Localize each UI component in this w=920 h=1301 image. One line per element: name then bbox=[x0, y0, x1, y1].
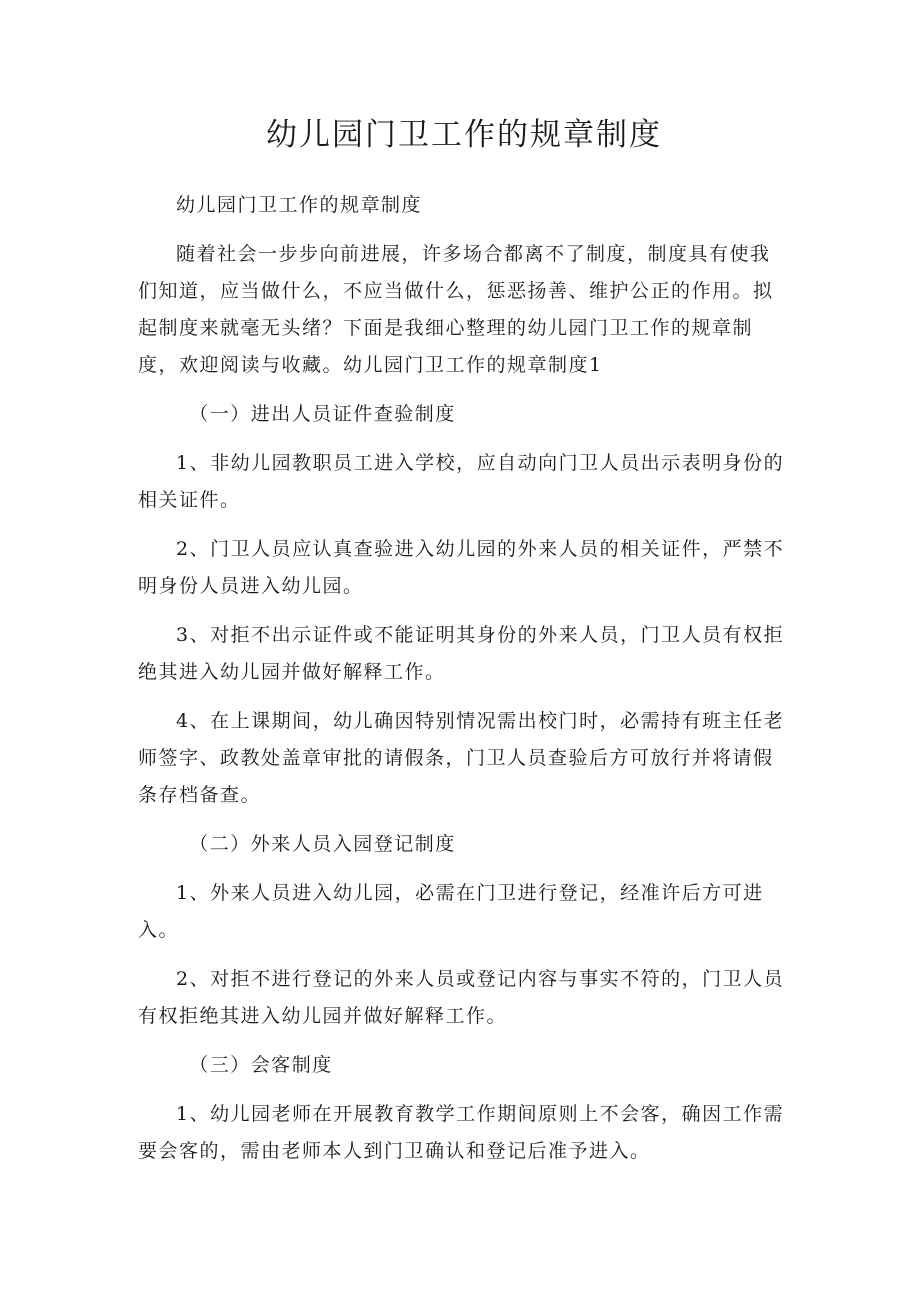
section-heading: （三）会客制度 bbox=[189, 1054, 333, 1076]
document-title: 幼儿园门卫工作的规章制度 bbox=[266, 117, 662, 153]
paragraph: 2、对拒不进行登记的外来人员或登记内容与事实不符的，门卫人员有权拒绝其进入幼儿园并做好解释工作。 bbox=[138, 968, 785, 1027]
paragraph: 幼儿园门卫工作的规章制度 bbox=[176, 194, 423, 216]
paragraph: 2、门卫人员应认真查验进入幼儿园的外来人员的相关证件，严禁不明身份人员进入幼儿园。 bbox=[138, 538, 785, 597]
paragraph: 1、非幼儿园教职员工进入学校，应自动向门卫人员出示表明身份的相关证件。 bbox=[138, 452, 785, 511]
paragraph: 1、外来人员进入幼儿园，必需在门卫进行登记，经准许后方可进入。 bbox=[138, 882, 764, 941]
paragraph: 随着社会一步步向前进展，许多场合都离不了制度，制度具有使我们知道，应当做什么，不应当做什么，惩恶扬善、维护公正的作用。拟起制度来就毫无头绪？下面是我细心整理的幼儿园门卫工作的规章制度，欢迎阅读与收藏。幼儿园门卫工作的规章制度1 bbox=[138, 243, 774, 376]
paragraph: 4、在上课期间，幼儿确因特别情况需出校门时，必需持有班主任老师签字、政教处盖章审批的请假条，门卫人员查验后方可放行并将请假条存档备查。 bbox=[138, 710, 785, 806]
section-heading: （一）进出人员证件查验制度 bbox=[189, 403, 456, 425]
paragraph: 3、对拒不出示证件或不能证明其身份的外来人员，门卫人员有权拒绝其进入幼儿园并做好解释工作。 bbox=[138, 624, 785, 683]
paragraph: 1、幼儿园老师在开展教育教学工作期间原则上不会客，确因工作需要会客的，需由老师本人到门卫确认和登记后准予进入。 bbox=[138, 1103, 785, 1162]
section-heading: （二）外来人员入园登记制度 bbox=[189, 833, 456, 855]
